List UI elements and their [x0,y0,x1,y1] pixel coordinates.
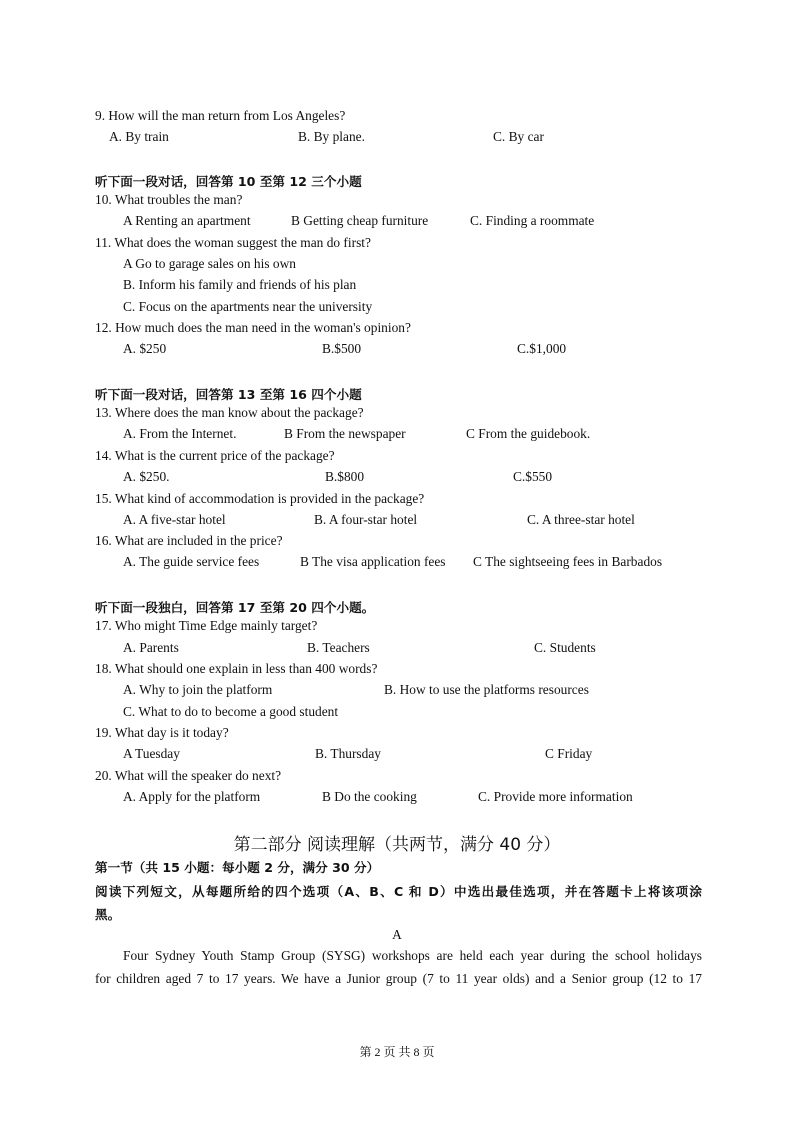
option-c: C.$550 [513,469,553,484]
question-text: 10. What troubles the man? [95,192,243,207]
question-20 [0,768,794,788]
option-a: A Renting an apartment [123,213,251,228]
question-14 [0,448,794,468]
question-text: 16. What are included in the price? [95,533,283,548]
option-c: C From the guidebook. [466,426,591,441]
question-text: 18. What should one explain in less than 400 words? [95,661,378,676]
option-c: C. By car [493,129,544,144]
option-c: C The sightseeing fees in Barbados [473,554,663,569]
question-12-options [0,341,794,361]
question-14-options [0,469,794,489]
option-b: B.$500 [322,341,362,356]
option-c: C. A three-star hotel [527,512,635,527]
passage-label: A [392,927,402,942]
option-c: C. Students [534,640,596,655]
instruction-10-12: 听下面一段对话，回答第 10 至第 12 三个小题 [95,174,362,189]
question-text: 17. Who might Time Edge mainly target? [95,618,318,633]
option-a: A. Apply for the platform [123,789,261,804]
option-b: B The visa application fees [300,554,446,569]
question-18 [0,661,794,681]
option-b: B Getting cheap furniture [291,213,429,228]
option-b: B Do the cooking [322,789,417,804]
question-text: 14. What is the current price of the package? [95,448,335,463]
question-18-option-c: C. What to do to become a good student [123,704,339,719]
question-13 [0,405,794,425]
question-15-options [0,512,794,532]
question-16 [0,533,794,553]
page-footer: 第 2 页 共 8 页 [359,1045,435,1059]
option-b: B. Teachers [307,640,370,655]
option-a: A. Why to join the platform [123,682,273,697]
option-c: C. Finding a roommate [470,213,595,228]
question-11-option-c: C. Focus on the apartments near the university [123,299,373,314]
passage-line-2: for children aged 7 to 17 years. We have a Junior group (7 to 11 year olds) and a Senior group (12 to 17 [95,971,702,986]
question-text: 9. How will the man return from Los Angeles? [95,108,346,123]
option-c: C. Provide more information [478,789,633,804]
instruction-13-16: 听下面一段对话，回答第 13 至第 16 四个小题 [95,387,362,402]
question-9-options [0,129,794,149]
question-15 [0,491,794,511]
question-11 [0,235,794,255]
option-b: B.$800 [325,469,365,484]
question-text: 15. What kind of accommodation is provided in the package? [95,491,425,506]
question-17-options [0,640,794,660]
part-two-title: 第二部分 阅读理解（共两节，满分 40 分） [233,835,561,855]
option-a: A. By train [109,129,169,144]
question-12 [0,320,794,340]
instruction-17-20: 听下面一段独白，回答第 17 至第 20 四个小题。 [95,600,375,615]
question-11-option-a: A Go to garage sales on his own [123,256,296,271]
option-b: B. By plane. [298,129,365,144]
question-11-option-b: B. Inform his family and friends of his plan [123,277,357,292]
option-a: A. From the Internet. [123,426,237,441]
question-19-options [0,746,794,766]
question-text: 12. How much does the man need in the woman's opinion? [95,320,411,335]
option-b: B. Thursday [315,746,381,761]
section-title: 第一节（共 15 小题：每小题 2 分，满分 30 分） [95,860,380,875]
option-a: A Tuesday [123,746,180,761]
question-19 [0,725,794,745]
option-a: A. The guide service fees [123,554,260,569]
reading-instruction-line-1: 阅读下列短文，从每题所给的四个选项（A、B、C 和 D）中选出最佳选项，并在答题卡上将该项涂 [95,884,702,899]
question-text: 13. Where does the man know about the package? [95,405,364,420]
question-16-options [0,554,794,574]
option-b: B. A four-star hotel [314,512,418,527]
option-a: A. $250. [123,469,170,484]
question-text: 20. What will the speaker do next? [95,768,282,783]
question-17 [0,618,794,638]
option-b: B. How to use the platforms resources [384,682,589,697]
question-18-options [0,682,794,702]
reading-instruction-line-2: 黑。 [95,907,121,922]
question-text: 11. What does the woman suggest the man do first? [95,235,371,250]
option-a: A. A five-star hotel [123,512,226,527]
question-13-options [0,426,794,446]
option-a: A. $250 [123,341,167,356]
question-10 [0,192,794,212]
question-text: 19. What day is it today? [95,725,229,740]
question-10-options [0,213,794,233]
option-b: B From the newspaper [284,426,406,441]
passage-line-1: Four Sydney Youth Stamp Group (SYSG) workshops are held each year during the school holidays [123,948,702,963]
question-20-options [0,789,794,809]
option-c: C Friday [545,746,593,761]
option-c: C.$1,000 [517,341,567,356]
question-9 [0,108,794,128]
option-a: A. Parents [123,640,179,655]
